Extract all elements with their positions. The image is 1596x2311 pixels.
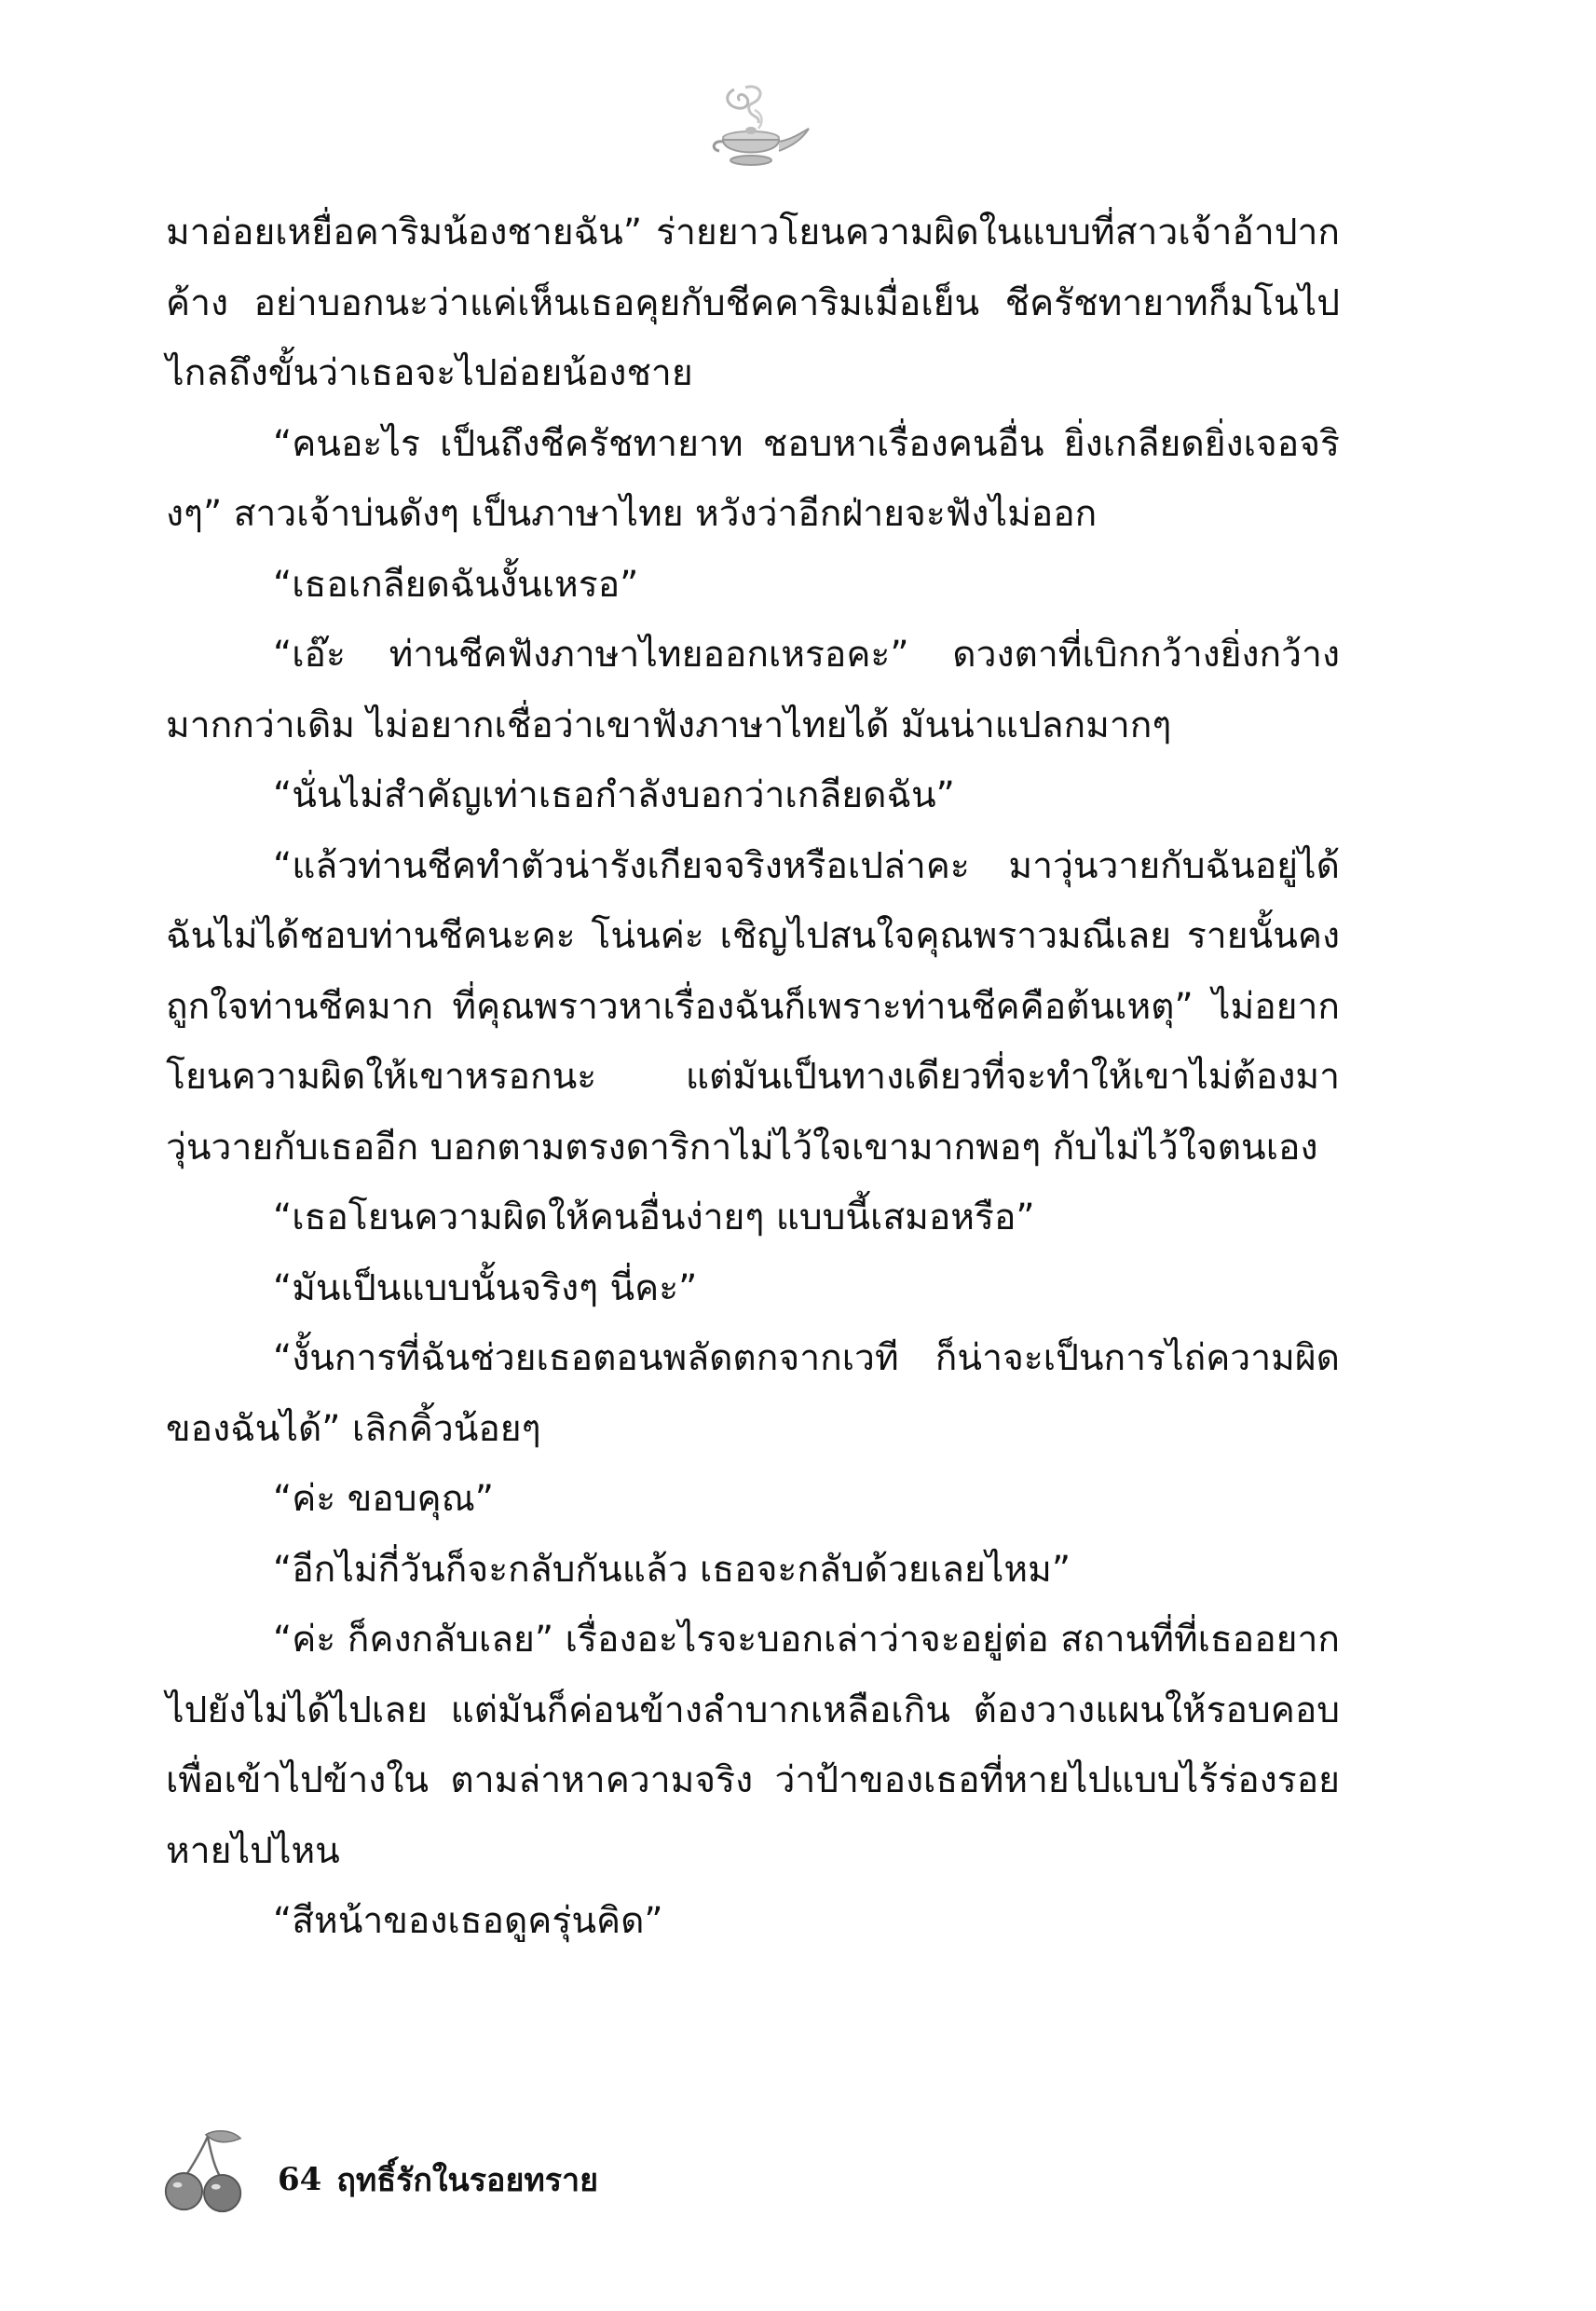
body-text: [166, 198, 1340, 1957]
paragraph: “นั่นไม่สำคัญเท่าเธอกำลังบอกว่าเกลียดฉัน”: [273, 774, 955, 816]
book-title: ฤทธิ์รักในรอยทราย: [336, 2162, 599, 2199]
paragraph: “สีหน้าของเธอดูครุ่นคิด”: [273, 1900, 663, 1942]
paragraph: มาอ่อยเหยื่อคาริมน้องชายฉัน” ร่ายยาวโยนความผิดในแบบที่สาวเจ้าอ้าปากค้าง อย่าบอกนะว่าแค่เห็นเธอคุยกับชีคคาริมเมื่อเย็น ชีครัชทายาทก็มโนไปไกลถึงขั้นว่าเธอจะไปอ่อยน้องชาย: [166, 212, 1340, 394]
paragraph: “มันเป็นแบบนั้นจริงๆ นี่คะ”: [273, 1266, 698, 1309]
cherry-icon: [158, 2126, 250, 2217]
paragraph: “เธอโยนความผิดให้คนอื่นง่ายๆ แบบนี้เสมอหรือ”: [273, 1197, 1035, 1238]
paragraph: “งั้นการที่ฉันช่วยเธอตอนพลัดตกจากเวที ก็น่าจะเป็นการไถ่ความผิดของฉันได้” เลิกคิ้วน้อยๆ: [166, 1337, 1340, 1450]
paragraph: “คนอะไร เป็นถึงชีครัชทายาท ชอบหาเรื่องคนอื่น ยิ่งเกลียดยิ่งเจอจริงๆ” สาวเจ้าบ่นดังๆ เป็นภาษาไทย หวังว่าอีกฝ่ายจะฟังไม่ออก: [166, 422, 1340, 535]
paragraph: “เธอเกลียดฉันงั้นเหรอ”: [273, 563, 639, 606]
paragraph: “แล้วท่านชีคทำตัวน่ารังเกียจจริงหรือเปล่าคะ มาวุ่นวายกับฉันอยู่ได้ ฉันไม่ได้ชอบท่านชีคนะคะ โน่นค่ะ เชิญไปสนใจคุณพราวมณีเลย รายนั้นคงถูกใจท่านชีคมาก ที่คุณพราวหาเรื่องฉันก็เพราะท่านชีคคือต้นเหตุ” ไม่อยากโยนความผิดให้เขาหรอกนะ แต่มันเป็นทางเดียวที่จะทำให้เขาไม่ต้องมาวุ่นวายกับเธออีก บอกตามตรงดาริกาไม่ไว้ใจเขามากพอๆ กับไม่ไว้ใจตนเอง: [166, 844, 1340, 1169]
page-footer: [158, 2125, 598, 2218]
page-number: 64: [278, 2161, 322, 2198]
paragraph: “ค่ะ ขอบคุณ”: [273, 1478, 494, 1520]
paragraph: “อีกไม่กี่วันก็จะกลับกันแล้ว เธอจะกลับด้วยเลยไหม”: [273, 1548, 1071, 1591]
paragraph: “เอ๊ะ ท่านชีคฟังภาษาไทยออกเหรอคะ” ดวงตาที่เบิกกว้างยิ่งกว้างมากกว่าเดิม ไม่อยากเชื่อว่าเขาฟังภาษาไทยได้ มันน่าแปลกมากๆ: [166, 634, 1340, 746]
genie-lamp-icon: [686, 82, 816, 175]
paragraph: “ค่ะ ก็คงกลับเลย” เรื่องอะไรจะบอกเล่าว่าจะอยู่ต่อ สถานที่ที่เธออยากไปยังไม่ได้ไปเลย แต่มันก็ค่อนข้างลำบากเหลือเกิน ต้องวางแผนให้รอบคอบเพื่อเข้าไปข้างใน ตามล่าหาความจริง ว่าป้าของเธอที่หายไปแบบไร้ร่องรอยหายไปไหน: [166, 1619, 1340, 1872]
